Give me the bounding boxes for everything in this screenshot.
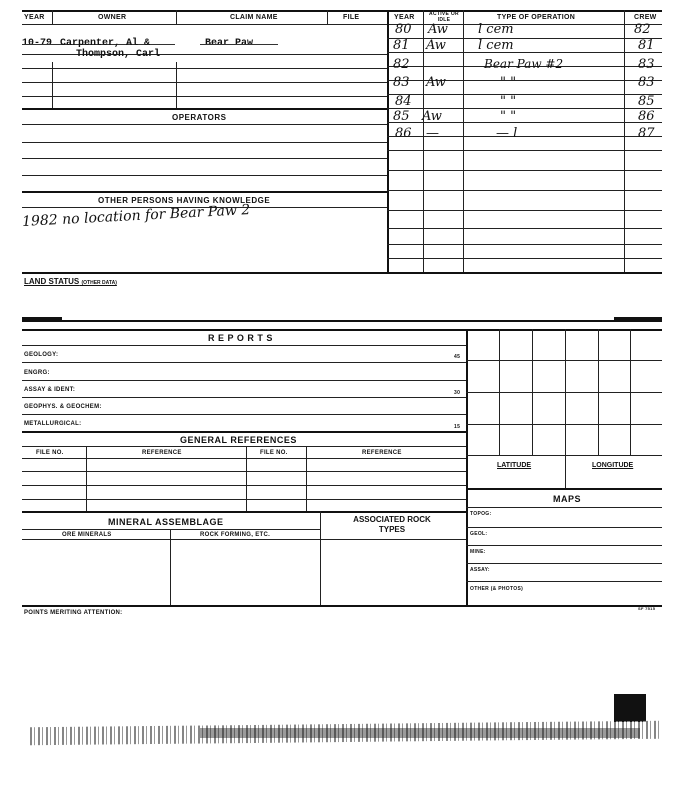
grid-line bbox=[466, 392, 662, 393]
land-status-title: LAND STATUS (OTHER DATA) bbox=[24, 277, 117, 286]
general-references-title: GENERAL REFERENCES bbox=[180, 435, 297, 445]
header-file: FILE bbox=[343, 14, 360, 21]
activity-year: 82 bbox=[393, 57, 410, 72]
activity-crew: 83 bbox=[638, 75, 655, 90]
operators-rule bbox=[22, 175, 387, 176]
mineral-rule bbox=[22, 539, 466, 540]
col-sep bbox=[52, 10, 53, 24]
header-year-activity: YEAR bbox=[394, 14, 415, 21]
general-references-top-rule bbox=[22, 431, 466, 433]
activity-operation: l cem bbox=[478, 22, 514, 37]
activity-crew: 85 bbox=[638, 94, 655, 109]
activity-row-line bbox=[387, 244, 662, 245]
reports-title: R E P O R T S bbox=[208, 333, 273, 343]
operators-title: OPERATORS bbox=[172, 113, 227, 122]
activity-operation: Bear Paw #2 bbox=[484, 57, 564, 71]
reports-row-num: 15 bbox=[454, 424, 461, 430]
activity-row-line bbox=[387, 190, 662, 191]
maps-rule bbox=[466, 545, 662, 546]
reports-row-label: ENGRG: bbox=[24, 370, 50, 376]
maps-row-label: TOPOG: bbox=[470, 511, 492, 517]
reports-rule bbox=[22, 380, 466, 381]
operators-rule bbox=[22, 158, 387, 159]
header-claim-name: CLAIM NAME bbox=[230, 14, 278, 21]
col-sep bbox=[176, 62, 177, 108]
header-active-idle: ACTIVE OR IDLE bbox=[429, 11, 459, 23]
references-rule bbox=[22, 471, 466, 472]
references-col-sep bbox=[306, 446, 307, 511]
other-persons-title: OTHER PERSONS HAVING KNOWLEDGE bbox=[98, 196, 271, 205]
maps-title: MAPS bbox=[553, 494, 582, 504]
reports-row-label: GEOPHYS. & GEOCHEM: bbox=[24, 404, 102, 410]
references-rule bbox=[22, 446, 466, 447]
maps-row-label: ASSAY: bbox=[470, 567, 490, 573]
reports-row-num: 30 bbox=[454, 390, 461, 396]
grid-line bbox=[466, 424, 662, 425]
maps-rule bbox=[466, 527, 662, 528]
mineral-assemblage-title: MINERAL ASSEMBLAGE bbox=[108, 517, 224, 527]
owner-row-line bbox=[22, 96, 387, 97]
ore-minerals-header: ORE MINERALS bbox=[62, 532, 112, 538]
maps-top-rule bbox=[466, 488, 662, 490]
activity-operation: " " bbox=[500, 75, 517, 90]
activity-status: Aw bbox=[422, 109, 442, 124]
mineral-col-sep bbox=[170, 529, 171, 605]
operators-top-rule bbox=[22, 108, 387, 110]
header-crew: CREW bbox=[634, 14, 657, 21]
top-section-bottom-rule bbox=[22, 272, 662, 274]
other-persons-top-rule bbox=[22, 191, 387, 193]
points-meriting-attention: POINTS MERITING ATTENTION: bbox=[24, 610, 123, 616]
col-sep bbox=[463, 24, 464, 272]
reports-row-num: 45 bbox=[454, 354, 461, 360]
activity-crew: 87 bbox=[638, 126, 655, 141]
reports-row-label: GEOLOGY: bbox=[24, 352, 59, 358]
maps-rule bbox=[466, 563, 662, 564]
reports-rule bbox=[22, 414, 466, 415]
top-border bbox=[22, 10, 662, 12]
activity-status: Aw bbox=[428, 22, 448, 37]
header-owner: OWNER bbox=[98, 14, 127, 21]
col-sep bbox=[423, 10, 424, 24]
strike-through-line bbox=[200, 44, 278, 45]
activity-year: 86 bbox=[395, 126, 412, 141]
header-year: YEAR bbox=[24, 14, 45, 21]
activity-crew: 83 bbox=[638, 57, 655, 72]
col-sep bbox=[52, 62, 53, 108]
references-file-no-header-2: FILE NO. bbox=[260, 450, 288, 456]
mineral-rule bbox=[22, 529, 320, 530]
references-rule bbox=[22, 485, 466, 486]
grid-line bbox=[466, 455, 662, 456]
col-sep bbox=[176, 10, 177, 24]
activity-operation: — l bbox=[496, 126, 518, 141]
other-persons-note: 1982 no location for Bear Paw 2 bbox=[21, 202, 251, 230]
coords-col-sep bbox=[565, 455, 566, 488]
activity-operation: l cem bbox=[478, 38, 514, 53]
reports-top-rule bbox=[22, 329, 662, 331]
rock-forming-header: ROCK FORMING, ETC. bbox=[200, 532, 271, 538]
col-sep bbox=[327, 10, 328, 24]
activity-year: 84 bbox=[395, 94, 412, 109]
references-col-sep bbox=[86, 446, 87, 511]
maps-rule bbox=[466, 507, 662, 508]
maps-row-label: OTHER (& PHOTOS) bbox=[470, 586, 524, 592]
scan-noise-band-dark bbox=[200, 728, 640, 738]
activity-row-line bbox=[387, 170, 662, 171]
references-rule bbox=[22, 458, 466, 459]
land-status-bottom-rule bbox=[22, 320, 662, 322]
activity-operation: " " bbox=[500, 109, 517, 124]
reports-rule bbox=[22, 345, 466, 346]
header-bottom-rule bbox=[22, 24, 662, 25]
col-sep bbox=[423, 24, 424, 272]
divider-left-right bbox=[387, 10, 389, 272]
scan-black-square bbox=[614, 694, 646, 722]
longitude-label: LONGITUDE bbox=[592, 462, 634, 469]
activity-year: 85 bbox=[393, 109, 410, 124]
references-rule bbox=[22, 499, 466, 500]
reports-row-label: ASSAY & IDENT: bbox=[24, 387, 76, 393]
activity-status: Aw bbox=[426, 38, 446, 53]
lower-bottom-rule bbox=[22, 605, 662, 607]
references-file-no-header: FILE NO. bbox=[36, 450, 64, 456]
activity-year: 81 bbox=[393, 38, 410, 53]
maps-rule bbox=[466, 581, 662, 582]
col-sep bbox=[624, 10, 625, 24]
mineral-top-rule bbox=[22, 511, 466, 513]
activity-row-line bbox=[387, 94, 662, 95]
activity-crew: 81 bbox=[638, 38, 655, 53]
activity-operation: " " bbox=[500, 94, 517, 109]
activity-status: Aw bbox=[426, 75, 446, 90]
activity-row-line bbox=[387, 258, 662, 259]
references-col-sep bbox=[246, 446, 247, 511]
reports-row-label: METALLURGICAL: bbox=[24, 421, 82, 427]
col-sep bbox=[463, 10, 464, 24]
reports-rule bbox=[22, 397, 466, 398]
activity-row-line bbox=[387, 228, 662, 229]
activity-row-line bbox=[387, 210, 662, 211]
activity-year: 80 bbox=[395, 22, 412, 37]
owner-row-line bbox=[22, 68, 387, 69]
owner-name-line2: Thompson, Carl bbox=[76, 49, 161, 60]
associated-rock-types-title: ASSOCIATED ROCK TYPES bbox=[353, 515, 431, 534]
maps-row-label: GEOL: bbox=[470, 531, 488, 537]
col-sep bbox=[624, 24, 625, 272]
activity-crew: 86 bbox=[638, 109, 655, 124]
maps-row-label: MINE: bbox=[470, 549, 486, 555]
latitude-label: LATITUDE bbox=[497, 462, 532, 469]
mineral-col-sep bbox=[320, 511, 321, 605]
form-code: SF 7515 bbox=[638, 606, 656, 611]
activity-status: — bbox=[426, 126, 439, 141]
activity-row-line bbox=[387, 150, 662, 151]
owner-name-line1: Carpenter, Al & bbox=[60, 38, 151, 49]
operators-rule bbox=[22, 142, 387, 143]
references-reference-header-2: REFERENCE bbox=[362, 450, 402, 456]
activity-crew: 82 bbox=[634, 22, 651, 37]
reports-rule bbox=[22, 362, 466, 363]
grid-line bbox=[466, 360, 662, 361]
references-reference-header: REFERENCE bbox=[142, 450, 182, 456]
header-type-of-operation: TYPE OF OPERATION bbox=[497, 14, 576, 21]
activity-year: 83 bbox=[393, 75, 410, 90]
owner-row-line bbox=[22, 82, 387, 83]
operators-rule bbox=[22, 124, 387, 125]
